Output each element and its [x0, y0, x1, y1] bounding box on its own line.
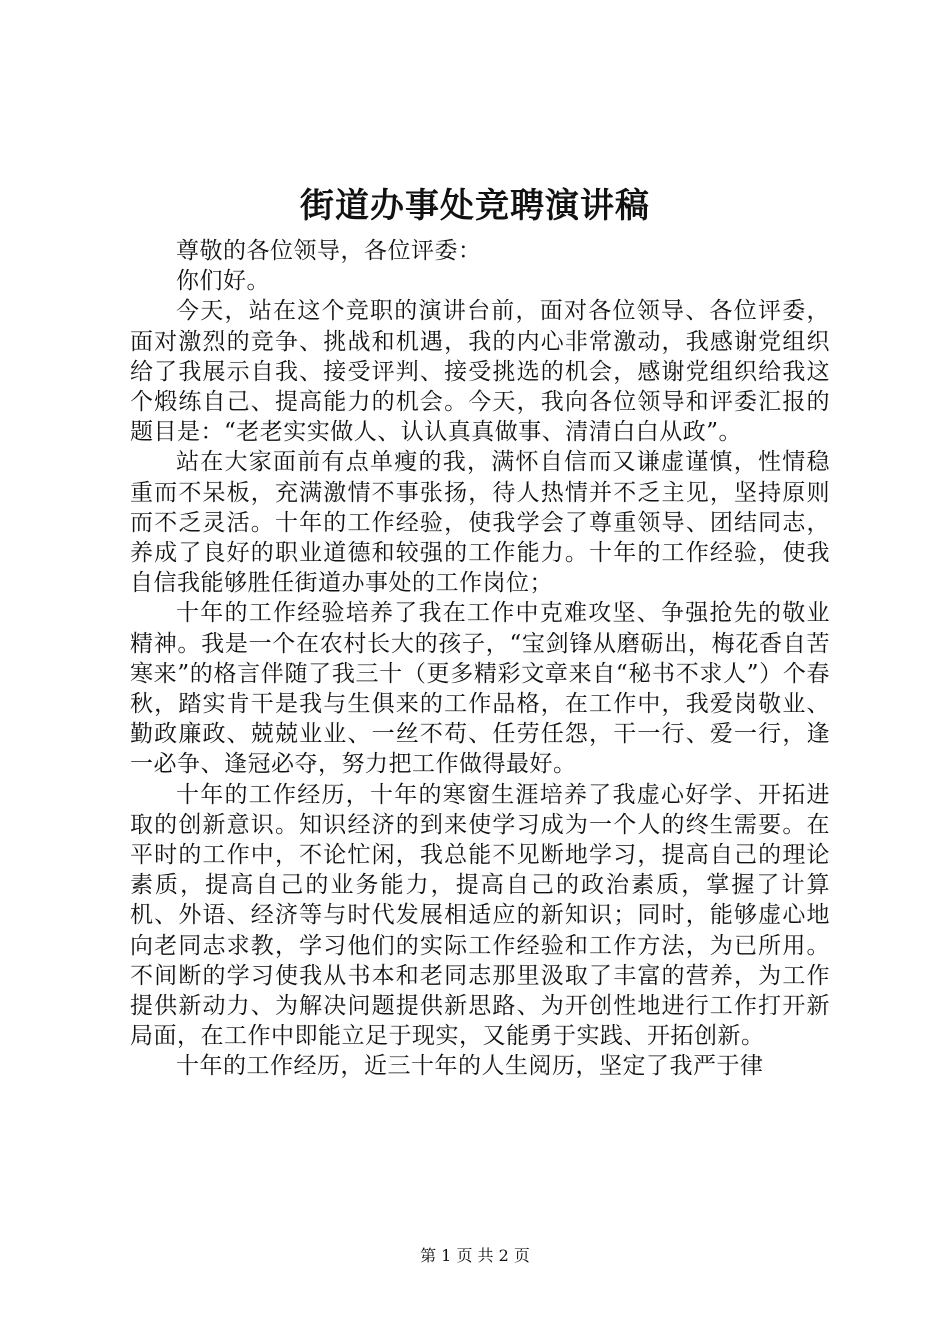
document-title: 街道办事处竞聘演讲稿 — [300, 186, 650, 226]
greeting-paragraph: 你们好。 — [176, 268, 270, 295]
salutation-paragraph: 尊敬的各位领导，各位评委： — [176, 238, 482, 264]
body-paragraph: 十年的工作经历，近三十年的人生阅历，坚定了我严于律 — [176, 1053, 764, 1080]
body-paragraph: 十年的工作经历，十年的寒窗生涯培养了我虚心好学、开拓进取的创新意识。知识经济的到来使学习成为一个人的终生需要。在平时的工作中，不论忙闲，我总能不见断地学习，提高自己的理论素质，提高自己的业务能力，提高自己的政治素质，掌握了计算机、外语、经济等与时代发展相适应的新知识；同时，能够虚心地向老同志求教，学习他们的实际工作经验和工作方法，为已所用。不间断的学习使我从书本和老同志那里汲取了丰富的营养，为工作提供新动力、为解决问题提供新思路、为开创性地进行工作打开新局面，在工作中即能立足于现实，又能勇于实践、开拓创新。 — [130, 781, 830, 1050]
document-body — [130, 236, 830, 1082]
body-paragraph: 站在大家面前有点单瘦的我，满怀自信而又谦虚谨慎，性情稳重而不呆板，充满激情不事张扬，待人热情并不乏主见，坚持原则而不乏灵活。十年的工作经验，使我学会了尊重领导、团结同志，养成了良好的职业道德和较强的工作能力。十年的工作经验，使我自信我能够胜任街道办事处的工作岗位； — [130, 449, 830, 597]
body-paragraph: 十年的工作经验培养了我在工作中克难攻坚、争强抢先的敬业精神。我是一个在农村长大的孩子，“宝剑锋从磨砺出，梅花香自苦寒来”的格言伴随了我三十（更多精彩文章来自“秘书不求人”）个春秋，踏实肯干是我与生俱来的工作品格，在工作中，我爱岗敬业、勤政廉政、兢兢业业、一丝不苟、任劳任怨，干一行、爱一行，逢一必争、逢冠必夺，努力把工作做得最好。 — [130, 600, 830, 778]
body-paragraph: 今天，站在这个竞职的演讲台前，面对各位领导、各位评委，面对激烈的竞争、挑战和机遇，我的内心非常激动，我感谢党组织给了我展示自我、接受评判、接受挑选的机会，感谢党组织给我这个煅练自己、提高能力的机会。今天，我向各位领导和评委汇报的题目是：“老老实实做人、认认真真做事、清清白白从政”。 — [130, 298, 830, 446]
page-number-footer: 第 1 页 共 2 页 — [420, 1246, 530, 1265]
